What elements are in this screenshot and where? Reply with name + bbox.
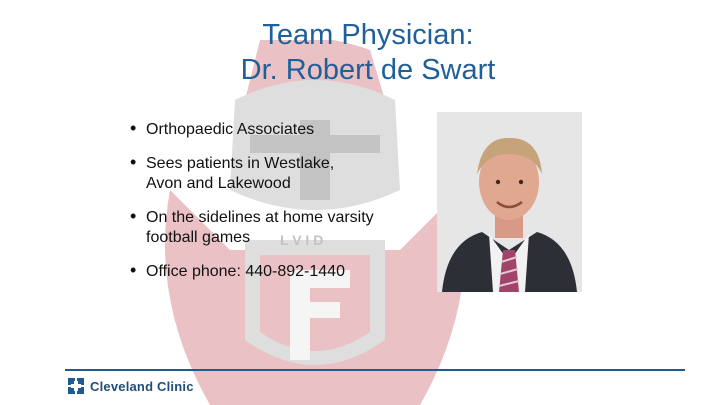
bullet-text-line: football games — [146, 229, 251, 246]
bullet-text-line: On the sidelines at home varsity — [146, 209, 374, 226]
title-line-2: Dr. Robert de Swart — [240, 54, 496, 86]
bullet-icon: • — [130, 152, 137, 172]
svg-text:L V I D: L V I D — [280, 232, 324, 248]
bullet-text-line: Orthopaedic Associates — [146, 121, 315, 138]
slide-title — [0, 18, 720, 88]
physician-photo — [437, 112, 582, 292]
footer-divider — [65, 369, 685, 371]
cleveland-clinic-icon — [68, 378, 84, 394]
bullet-text-line: Sees patients in Westlake, — [146, 155, 335, 172]
bullet-item — [130, 154, 430, 194]
bullet-list — [130, 120, 430, 296]
brand-name: Cleveland Clinic — [90, 378, 194, 394]
bullet-text-line: Avon and Lakewood — [146, 175, 291, 192]
bullet-icon: • — [130, 118, 137, 138]
bullet-item — [130, 120, 430, 140]
bullet-text-line: Office phone: 440-892-1440 — [146, 263, 345, 280]
bullet-icon: • — [130, 260, 137, 280]
cleveland-clinic-logo — [68, 378, 194, 394]
bullet-item — [130, 208, 430, 248]
bullet-icon: • — [130, 206, 137, 226]
bullet-item — [130, 262, 430, 282]
title-line-1: Team Physician: — [262, 19, 474, 51]
